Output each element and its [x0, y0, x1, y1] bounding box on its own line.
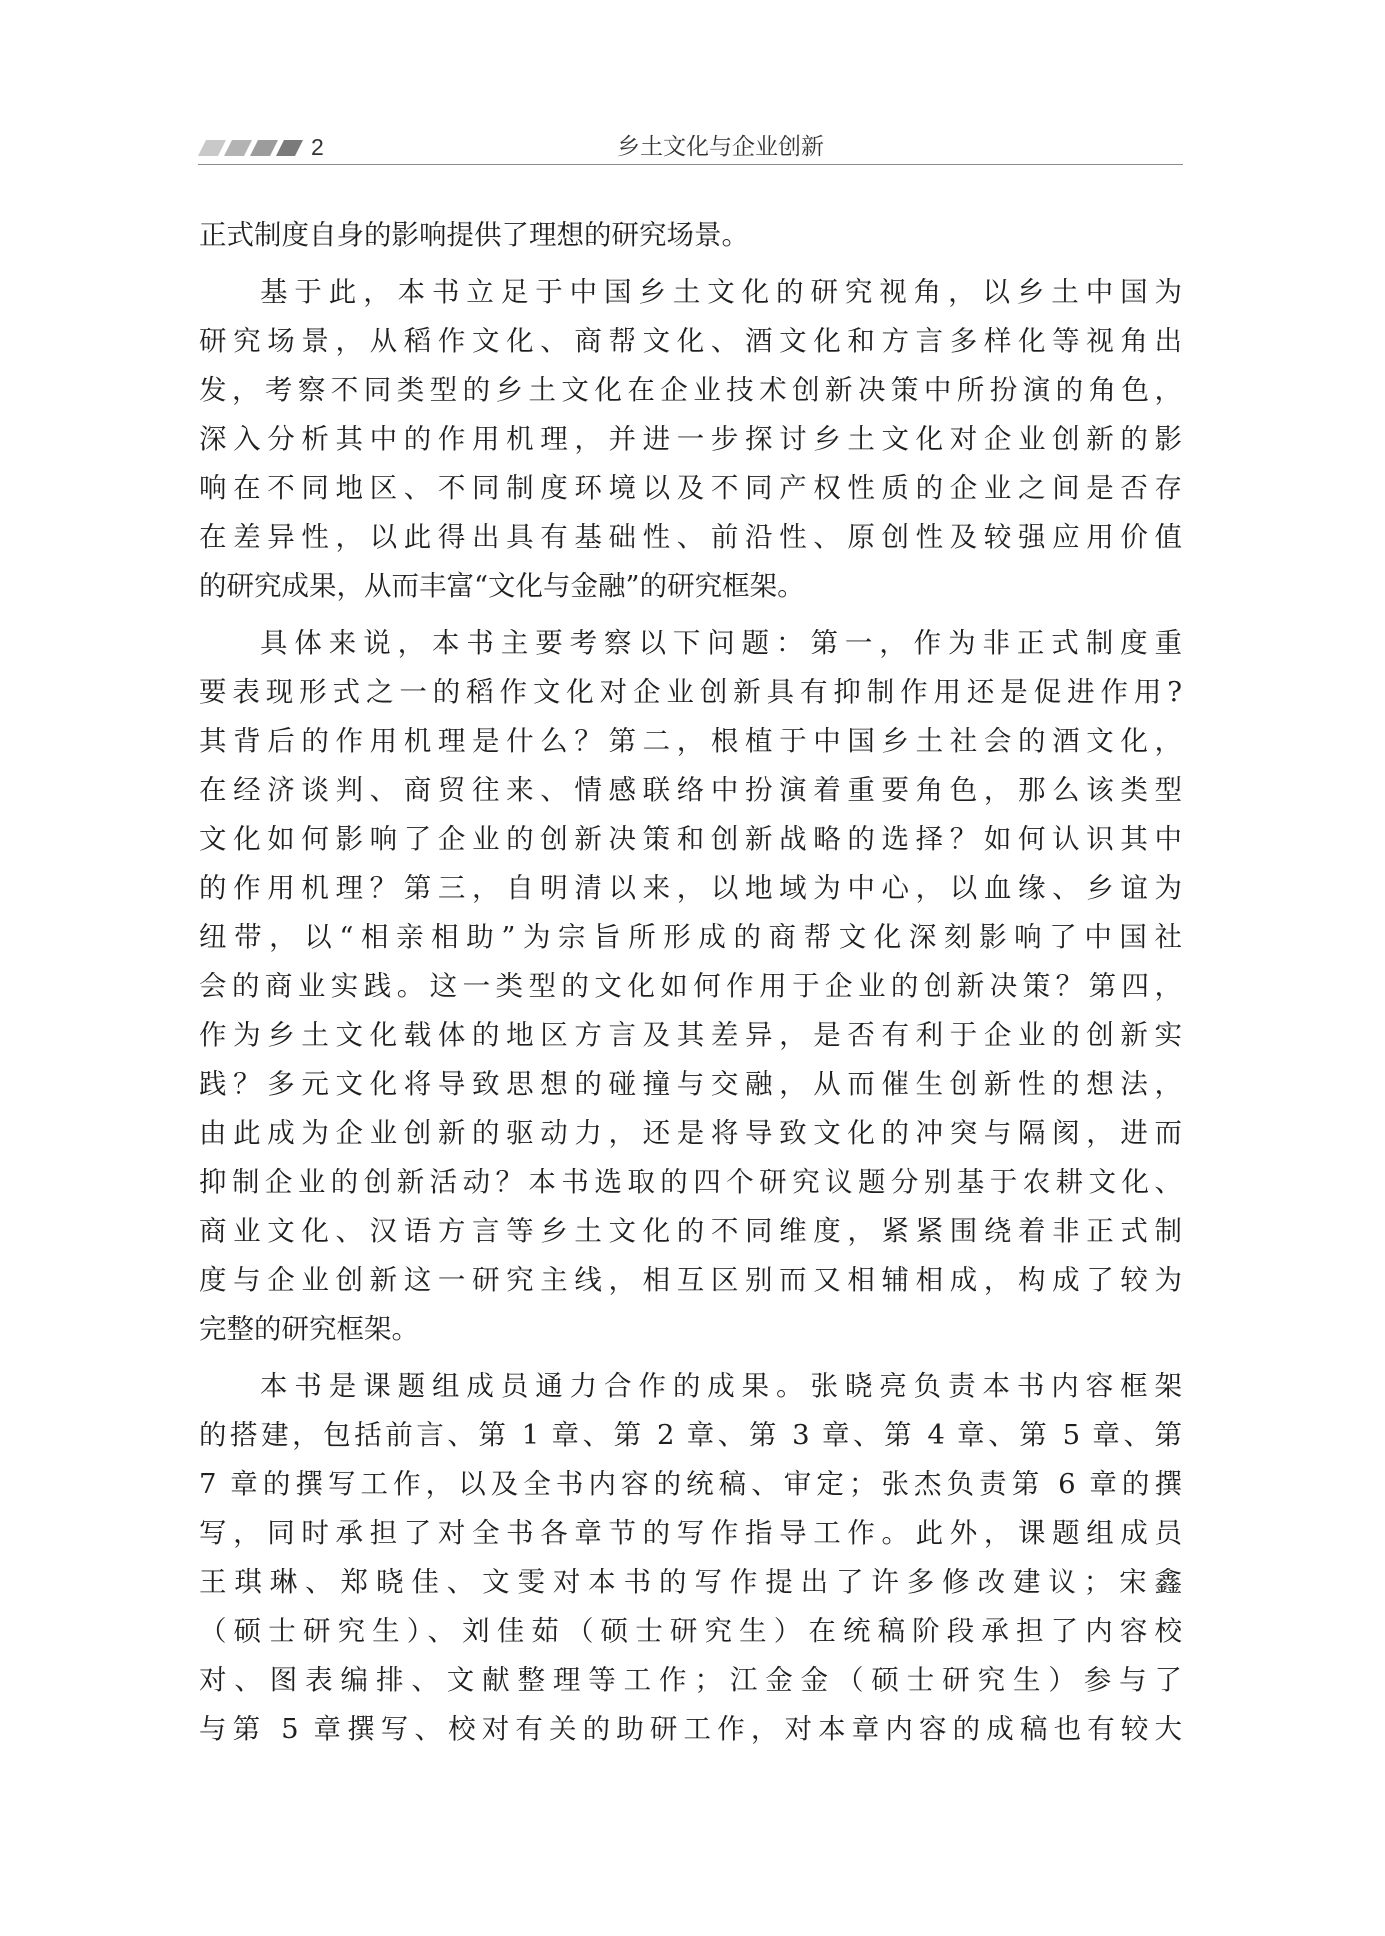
text-line: 纽带，以“相亲相助”为宗旨所形成的商帮文化深刻影响了中国社 [199, 921, 1182, 953]
page-number: 2 [311, 134, 324, 160]
text-line: 对、图表编排、文献整理等工作；江金金（硕士研究生）参与了 [199, 1664, 1182, 1696]
text-line: 商业文化、汉语方言等乡土文化的不同维度，紧紧围绕着非正式制 [199, 1215, 1182, 1247]
text-line: 基于此，本书立足于中国乡土文化的研究视角，以乡土中国为 [260, 276, 1182, 308]
text-line: 的搭建，包括前言、第 1 章、第 2 章、第 3 章、第 4 章、第 5 章、第 [199, 1419, 1182, 1451]
body-text [199, 211, 1182, 1754]
text-line: 抑制企业的创新活动？本书选取的四个研究议题分别基于农耕文化、 [199, 1166, 1182, 1198]
text-line: 在差异性，以此得出具有基础性、前沿性、原创性及较强应用价值 [199, 521, 1182, 553]
text-line: 具体来说，本书主要考察以下问题：第一，作为非正式制度重 [260, 627, 1182, 659]
header-rule [198, 164, 1183, 165]
text-line: （硕士研究生）、刘佳茹（硕士研究生）在统稿阶段承担了内容校 [199, 1615, 1182, 1647]
text-line: 与第 5 章撰写、校对有关的助研工作，对本章内容的成稿也有较大 [199, 1713, 1182, 1745]
text-line: 要表现形式之一的稻作文化对企业创新具有抑制作用还是促进作用? [199, 676, 1182, 708]
text-line: 其背后的作用机理是什么？第二，根植于中国乡土社会的酒文化， [199, 725, 1182, 757]
text-line: 践？多元文化将导致思想的碰撞与交融，从而催生创新性的想法， [199, 1068, 1182, 1100]
page-header [198, 128, 1183, 168]
text-line: 的研究成果，从而丰富“文化与金融”的研究框架。 [199, 570, 805, 602]
text-line: 作为乡土文化载体的地区方言及其差异，是否有利于企业的创新实 [199, 1019, 1182, 1051]
text-line: 深入分析其中的作用机理，并进一步探讨乡土文化对企业创新的影 [199, 423, 1182, 455]
text-line: 完整的研究框架。 [199, 1313, 419, 1345]
paragraph [199, 211, 1182, 260]
text-line: 本书是课题组成员通力合作的成果。张晓亮负责本书内容框架 [260, 1370, 1182, 1402]
text-line: 在经济谈判、商贸往来、情感联络中扮演着重要角色，那么该类型 [199, 774, 1182, 806]
text-line: 响在不同地区、不同制度环境以及不同产权性质的企业之间是否存 [199, 472, 1182, 504]
paragraph [199, 268, 1182, 611]
text-line: 的作用机理？第三，自明清以来，以地域为中心，以血缘、乡谊为 [199, 872, 1182, 904]
text-line: 会的商业实践。这一类型的文化如何作用于企业的创新决策？第四， [199, 970, 1182, 1002]
text-line: 正式制度自身的影响提供了理想的研究场景。 [199, 219, 749, 251]
text-line: 度与企业创新这一研究主线，相互区别而又相辅相成，构成了较为 [199, 1264, 1182, 1296]
text-line: 由此成为企业创新的驱动力，还是将导致文化的冲突与隔阂，进而 [199, 1117, 1182, 1149]
paragraph [199, 1362, 1182, 1754]
text-line: 研究场景，从稻作文化、商帮文化、酒文化和方言多样化等视角出 [199, 325, 1182, 357]
text-line: 7 章的撰写工作，以及全书内容的统稿、审定；张杰负责第 6 章的撰 [199, 1468, 1182, 1500]
text-line: 文化如何影响了企业的创新决策和创新战略的选择？如何认识其中 [199, 823, 1182, 855]
text-line: 王琪琳、郑晓佳、文雯对本书的写作提出了许多修改建议；宋鑫 [199, 1566, 1182, 1598]
text-line: 写，同时承担了对全书各章节的写作指导工作。此外，课题组成员 [199, 1517, 1182, 1549]
running-title: 乡土文化与企业创新 [617, 134, 824, 160]
text-line: 发，考察不同类型的乡土文化在企业技术创新决策中所扮演的角色， [199, 374, 1182, 406]
paragraph [199, 619, 1182, 1354]
